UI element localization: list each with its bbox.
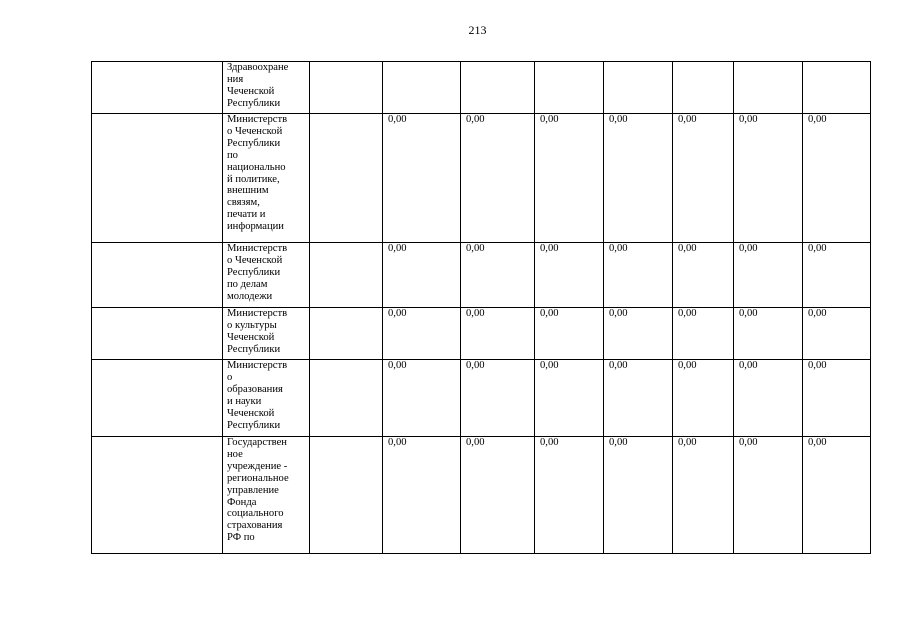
value-cell [535, 62, 604, 114]
value-cell: 0,00 [803, 308, 871, 360]
value-cell: 0,00 [803, 114, 871, 243]
blank-cell [92, 62, 223, 114]
organization-cell: Министерств о культуры Чеченской Республики [223, 308, 310, 360]
value-cell: 0,00 [604, 308, 673, 360]
value-cell: 0,00 [604, 114, 673, 243]
blank-cell [92, 243, 223, 308]
blank-cell [92, 437, 223, 554]
blank-cell [310, 114, 383, 243]
value-cell: 0,00 [383, 308, 461, 360]
value-cell: 0,00 [535, 243, 604, 308]
value-cell: 0,00 [604, 360, 673, 437]
value-cell: 0,00 [535, 114, 604, 243]
value-cell: 0,00 [535, 360, 604, 437]
value-cell: 0,00 [383, 114, 461, 243]
value-cell: 0,00 [461, 243, 535, 308]
blank-cell [310, 243, 383, 308]
value-cell: 0,00 [604, 243, 673, 308]
blank-cell [310, 308, 383, 360]
table-row [92, 62, 871, 114]
value-cell: 0,00 [673, 437, 734, 554]
blank-cell [92, 114, 223, 243]
value-cell: 0,00 [461, 114, 535, 243]
value-cell [383, 62, 461, 114]
value-cell: 0,00 [461, 360, 535, 437]
value-cell: 0,00 [803, 360, 871, 437]
value-cell: 0,00 [673, 243, 734, 308]
value-cell: 0,00 [383, 243, 461, 308]
value-cell: 0,00 [734, 360, 803, 437]
value-cell: 0,00 [604, 437, 673, 554]
table-row [92, 360, 871, 437]
organization-cell: Министерств о образования и науки Чеченской Республики [223, 360, 310, 437]
value-cell [604, 62, 673, 114]
organization-cell: Министерств о Чеченской Республики по национально й политике, внешним связям, печати и информации [223, 114, 310, 243]
value-cell: 0,00 [734, 308, 803, 360]
value-cell [673, 62, 734, 114]
value-cell: 0,00 [383, 437, 461, 554]
table-row [92, 308, 871, 360]
value-cell: 0,00 [383, 360, 461, 437]
value-cell [803, 62, 871, 114]
budget-table [91, 61, 871, 554]
blank-cell [310, 437, 383, 554]
value-cell: 0,00 [803, 243, 871, 308]
table-row [92, 114, 871, 243]
organization-cell: Министерств о Чеченской Республики по делам молодежи [223, 243, 310, 308]
value-cell: 0,00 [673, 308, 734, 360]
table-row [92, 437, 871, 554]
value-cell [734, 62, 803, 114]
organization-cell: Здравоохране ния Чеченской Республики [223, 62, 310, 114]
value-cell: 0,00 [535, 308, 604, 360]
organization-cell: Государствен ное учреждение - региональное управление Фонда социального страхования РФ по [223, 437, 310, 554]
value-cell: 0,00 [461, 308, 535, 360]
value-cell [461, 62, 535, 114]
blank-cell [310, 62, 383, 114]
value-cell: 0,00 [673, 360, 734, 437]
value-cell: 0,00 [734, 114, 803, 243]
value-cell: 0,00 [673, 114, 734, 243]
value-cell: 0,00 [535, 437, 604, 554]
blank-cell [92, 308, 223, 360]
value-cell: 0,00 [803, 437, 871, 554]
blank-cell [92, 360, 223, 437]
value-cell: 0,00 [734, 437, 803, 554]
table-row [92, 243, 871, 308]
blank-cell [310, 360, 383, 437]
page-number: 213 [468, 23, 487, 37]
value-cell: 0,00 [461, 437, 535, 554]
value-cell: 0,00 [734, 243, 803, 308]
